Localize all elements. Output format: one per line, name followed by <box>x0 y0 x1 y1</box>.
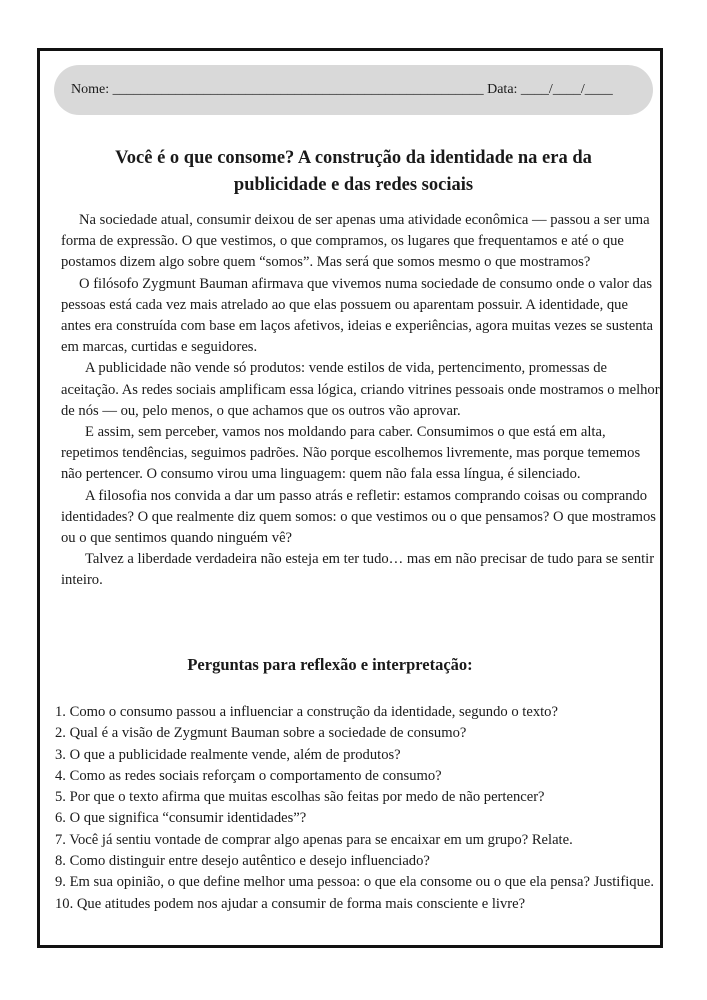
questions-heading: Perguntas para reflexão e interpretação: <box>187 655 473 674</box>
question-item: 4. Como as redes sociais reforçam o comportamento de consumo? <box>55 767 442 784</box>
question-item: 10. Que atitudes podem nos ajudar a consumir de forma mais consciente e livre? <box>55 895 526 912</box>
question-item: 6. O que significa “consumir identidades”? <box>55 810 307 827</box>
question-item: 2. Qual é a visão de Zygmunt Bauman sobre a sociedade de consumo? <box>55 725 467 742</box>
question-item: 8. Como distinguir entre desejo autêntico e desejo influenciado? <box>55 853 430 870</box>
page-title: Você é o que consome? A construção da identidade na era da publicidade e das redes sociais <box>115 148 592 195</box>
name-field-label: Nome: _____________________________________________________ <box>71 82 484 97</box>
question-item: 9. Em sua opinião, o que define melhor uma pessoa: o que ela consome ou o que ela pensa? Justifique. <box>55 874 654 891</box>
paragraph: E assim, sem perceber, vamos nos moldando para caber. Consumimos o que está em alta, repetimos tendências, seguimos padrões. Não porque escolhemos livremente, mas porque tememos não pertencer. O consumo virou uma linguagem: quem não fala essa língua, é silenciado. <box>61 424 641 483</box>
paragraph: O filósofo Zygmunt Bauman afirmava que vivemos numa sociedade de consumo onde o valor das pessoas está cada vez mais atrelado ao que elas possuem ou aparentam possuir. A identidade, que antes era construída com base em laços afetivos, ideias e experiências, agora muitas vezes se sustenta em marcas, curtidas e seguidores. <box>61 275 654 356</box>
article-body <box>61 210 661 592</box>
question-item: 3. O que a publicidade realmente vende, além de produtos? <box>55 746 401 763</box>
paragraph: Na sociedade atual, consumir deixou de ser apenas uma atividade econômica — passou a ser uma forma de expressão. O que vestimos, o que compramos, os lugares que frequentamos e até o que postamos dizem algo sobre quem “somos”. Mas será que somos mesmo o que mostramos? <box>61 212 650 271</box>
header-bar <box>54 65 653 115</box>
question-item: 5. Por que o texto afirma que muitas escolhas são feitas por medo de não pertencer? <box>55 789 545 806</box>
paragraph: A filosofia nos convida a dar um passo atrás e refletir: estamos comprando coisas ou comprando identidades? O que realmente diz quem somos: o que vestimos ou o que pensamos? O que mostramos ou o que sentimos quando ninguém vê? <box>61 487 656 547</box>
question-item: 7. Você já sentiu vontade de comprar algo apenas para se encaixar em um grupo? Relate. <box>55 831 573 848</box>
paragraph: Talvez a liberdade verdadeira não esteja em ter tudo… mas em não precisar de tudo para se sentir inteiro. <box>61 551 655 589</box>
questions-list <box>55 702 655 915</box>
question-item: 1. Como o consumo passou a influenciar a construção da identidade, segundo o texto? <box>55 704 558 720</box>
date-field-label: Data: ____/____/____ <box>487 82 613 97</box>
paragraph: A publicidade não vende só produtos: vende estilos de vida, pertencimento, promessas de aceitação. As redes sociais amplificam essa lógica, criando vitrines pessoais onde mostramos o melhor de nós — ou, pelo menos, o que achamos que os outros vão aprovar. <box>61 360 660 419</box>
